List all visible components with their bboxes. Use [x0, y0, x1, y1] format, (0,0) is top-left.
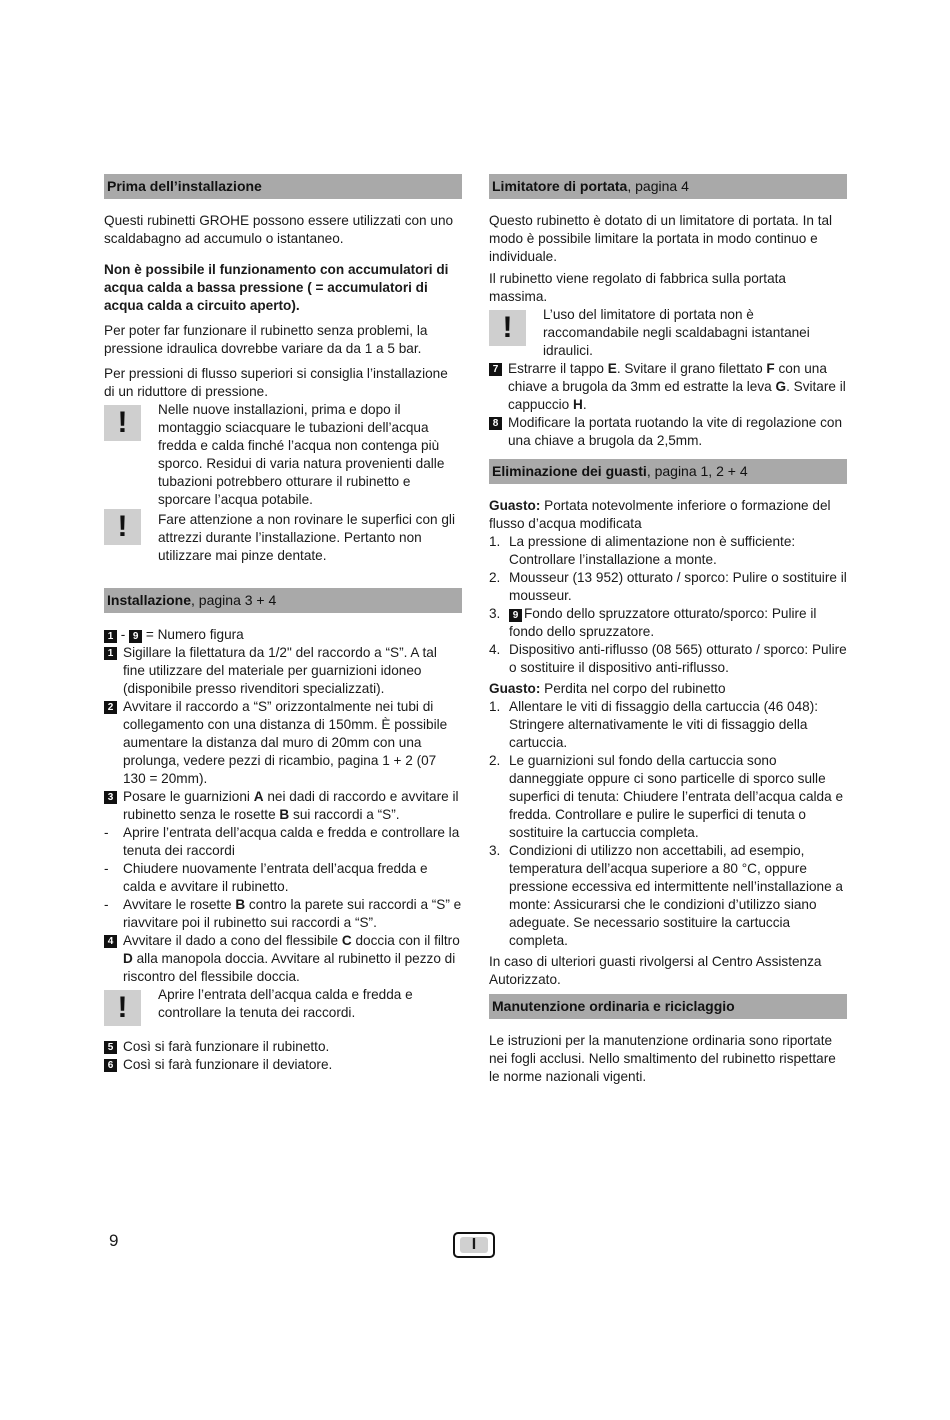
dash-item-3: - Avvitare le rosette B contro la parete sui raccordi a “S” e riavvitare poi il rubinetto sui raccordi a “S”.: [104, 896, 462, 932]
limitatore-paragraph-2: Il rubinetto viene regolato di fabbrica sulla portata massima.: [489, 271, 786, 304]
step-number-icon: 9: [509, 609, 522, 622]
step-number-icon: 9: [129, 630, 142, 643]
step-number-icon: 1: [104, 630, 117, 643]
guasto-1: Guasto: Portata notevolmente inferiore o formazione del flusso d’acqua modificata: [489, 498, 831, 531]
list-item: 2. Mousseur (13 952) otturato / sporco: Pulire o sostituire il mousseur.: [489, 570, 847, 603]
warning-text: Nelle nuove installazioni, prima e dopo il montaggio sciacquare le tubazioni dell’acqua fredda e calda finché l’acqua non contenga più sporco. Residui di varia natura provenienti dalle tubazioni potrebbero otturare il rubinetto e sporcare l’acqua potabile.: [158, 402, 445, 507]
list-item: 1. La pressione di alimentazione non è sufficiente: Controllare l’installazione a monte.: [489, 534, 796, 567]
step-number-icon: 1: [104, 647, 117, 660]
section-heading-limitatore: Limitatore di portata, pagina 4: [489, 174, 847, 199]
language-code: I: [460, 1237, 488, 1253]
warning-icon: !: [104, 509, 141, 545]
prima-paragraph-1: Questi rubinetti GROHE possono essere utilizzati con uno scaldabagno ad accumulo o istantaneo.: [104, 213, 454, 246]
right-column: [489, 174, 847, 1086]
warning-icon: !: [104, 990, 141, 1026]
prima-paragraph-3: Per poter far funzionare il rubinetto senza problemi, la pressione idraulica dovrebbe variare da da 1 a 5 bar.: [104, 323, 428, 356]
section-heading-manutenzione: Manutenzione ordinaria e riciclaggio: [489, 994, 847, 1019]
step-number-icon: 4: [104, 935, 117, 948]
step-4: 4 Avvitare il dado a cono del flessibile C doccia con il filtro D alla manopola doccia. Avvitare al rubinetto il pezzo di riscontro del flessibile doccia.: [104, 932, 462, 986]
prima-paragraph-4: Per pressioni di flusso superiori si consiglia l’installazione di un riduttore di pressione.: [104, 366, 448, 399]
figure-legend: 1 - 9 = Numero figura: [104, 626, 462, 644]
step-number-icon: 8: [489, 417, 502, 430]
list-item: 3. 9 Fondo dello spruzzatore otturato/sporco: Pulire il fondo dello spruzzatore.: [489, 606, 817, 639]
step-6: 6 Così si farà funzionare il deviatore.: [104, 1056, 462, 1074]
step-number-icon: 7: [489, 363, 502, 376]
page-number: 9: [109, 1231, 119, 1250]
guasto-2: Guasto: Perdita nel corpo del rubinetto: [489, 681, 726, 696]
step-number-icon: 3: [104, 791, 117, 804]
dash-item-2: - Chiudere nuovamente l’entrata dell’acqua fredda e calda e avvitare il rubinetto.: [104, 860, 462, 896]
section-heading-prima: Prima dell’installazione: [104, 174, 462, 199]
list-item: 3. Condizioni di utilizzo non accettabili, ad esempio, temperatura dell’acqua superiore a 80 °C, oppure pressione eccessiva ed intermittente nell’installazione a monte: Assicurarsi che le condizioni d’utilizzo siano adeguate. Se necessario sostituire la cartuccia completa.: [489, 843, 843, 948]
warning-icon: !: [104, 405, 141, 441]
guasti-closing: In caso di ulteriori guasti rivolgersi al Centro Assistenza Autorizzato.: [489, 954, 822, 987]
step-number-icon: 5: [104, 1041, 117, 1054]
warning-note-limitatore: [489, 306, 847, 360]
limitatore-paragraph-1: Questo rubinetto è dotato di un limitatore di portata. In tal modo è possibile limitare la portata in modo continuo e individuale.: [489, 213, 833, 264]
step-2: 2 Avvitare il raccordo a “S” orizzontalmente nei tubi di collegamento con una distanza di 150mm. È possibile aumentare la distanza dal muro di 20mm con una prolunga, vedere pezzi di ricambio, pagina 1 + 2 (07 130 = 20mm).: [104, 698, 462, 788]
guasto-2-list: [489, 698, 847, 950]
list-item: 1. Allentare le viti di fissaggio della cartuccia (46 048): Stringere alternativamente le viti di fissaggio della cartuccia.: [489, 699, 819, 750]
warning-note-leak-check: [104, 986, 462, 1026]
language-badge: [453, 1232, 495, 1258]
guasto-1-list: [489, 533, 847, 677]
warning-text: Fare attenzione a non rovinare le superfici con gli attrezzi durante l’installazione. Pertanto non utilizzare mai pinze dentate.: [158, 512, 455, 563]
manutenzione-paragraph: Le istruzioni per la manutenzione ordinaria sono riportate nei fogli acclusi. Nello smaltimento del rubinetto rispettare le norme nazionali vigenti.: [489, 1033, 836, 1084]
warning-note-tools: [104, 511, 462, 565]
list-item: 4. Dispositivo anti-riflusso (08 565) otturato / sporco: Pulire o sostituire il dispositivo anti-riflusso.: [489, 642, 847, 675]
prima-paragraph-2: Non è possibile il funzionamento con accumulatori di acqua calda a bassa pressione ( = accumulatori di acqua calda a circuito aperto).: [104, 262, 449, 313]
warning-text: Aprire l’entrata dell’acqua calda e fredda e controllare la tenuta dei raccordi.: [158, 987, 413, 1020]
left-column: [104, 174, 462, 1074]
step-1: 1 Sigillare la filettatura da 1/2" del raccordo a “S”. A tal fine utilizzare del materiale per guarnizioni idoneo (disponibile presso rivenditori specializzati).: [104, 644, 462, 698]
step-3: 3 Posare le guarnizioni A nei dadi di raccordo e avvitare il rubinetto senza le rosette B sui raccordi a “S”.: [104, 788, 462, 824]
warning-text: L’uso del limitatore di portata non è raccomandabile negli scaldabagni istantanei idraulici.: [543, 307, 810, 358]
step-number-icon: 6: [104, 1059, 117, 1072]
dash-item-1: - Aprire l’entrata dell’acqua calda e fredda e controllare la tenuta dei raccordi: [104, 824, 462, 860]
step-7: 7 Estrarre il tappo E. Svitare il grano filettato F con una chiave a brugola da 3mm ed estratte la leva G. Svitare il cappuccio H.: [489, 360, 847, 414]
list-item: 2. Le guarnizioni sul fondo della cartuccia sono danneggiate oppure ci sono particelle di sporco sulle superfici di tenuta: Chiudere l’entrata dell’acqua calda e fredda. Controllare e pulire le superfici di tenuta o sostituire la cartuccia completa.: [489, 753, 844, 840]
step-number-icon: 2: [104, 701, 117, 714]
warning-note-flush: [104, 401, 462, 509]
step-5: 5 Così si farà funzionare il rubinetto.: [104, 1038, 462, 1056]
section-heading-guasti: Eliminazione dei guasti, pagina 1, 2 + 4: [489, 459, 847, 484]
warning-icon: !: [489, 310, 526, 346]
section-heading-installazione: Installazione, pagina 3 + 4: [104, 588, 462, 613]
step-8: 8 Modificare la portata ruotando la vite di regolazione con una chiave a brugola da 2,5mm.: [489, 414, 847, 450]
